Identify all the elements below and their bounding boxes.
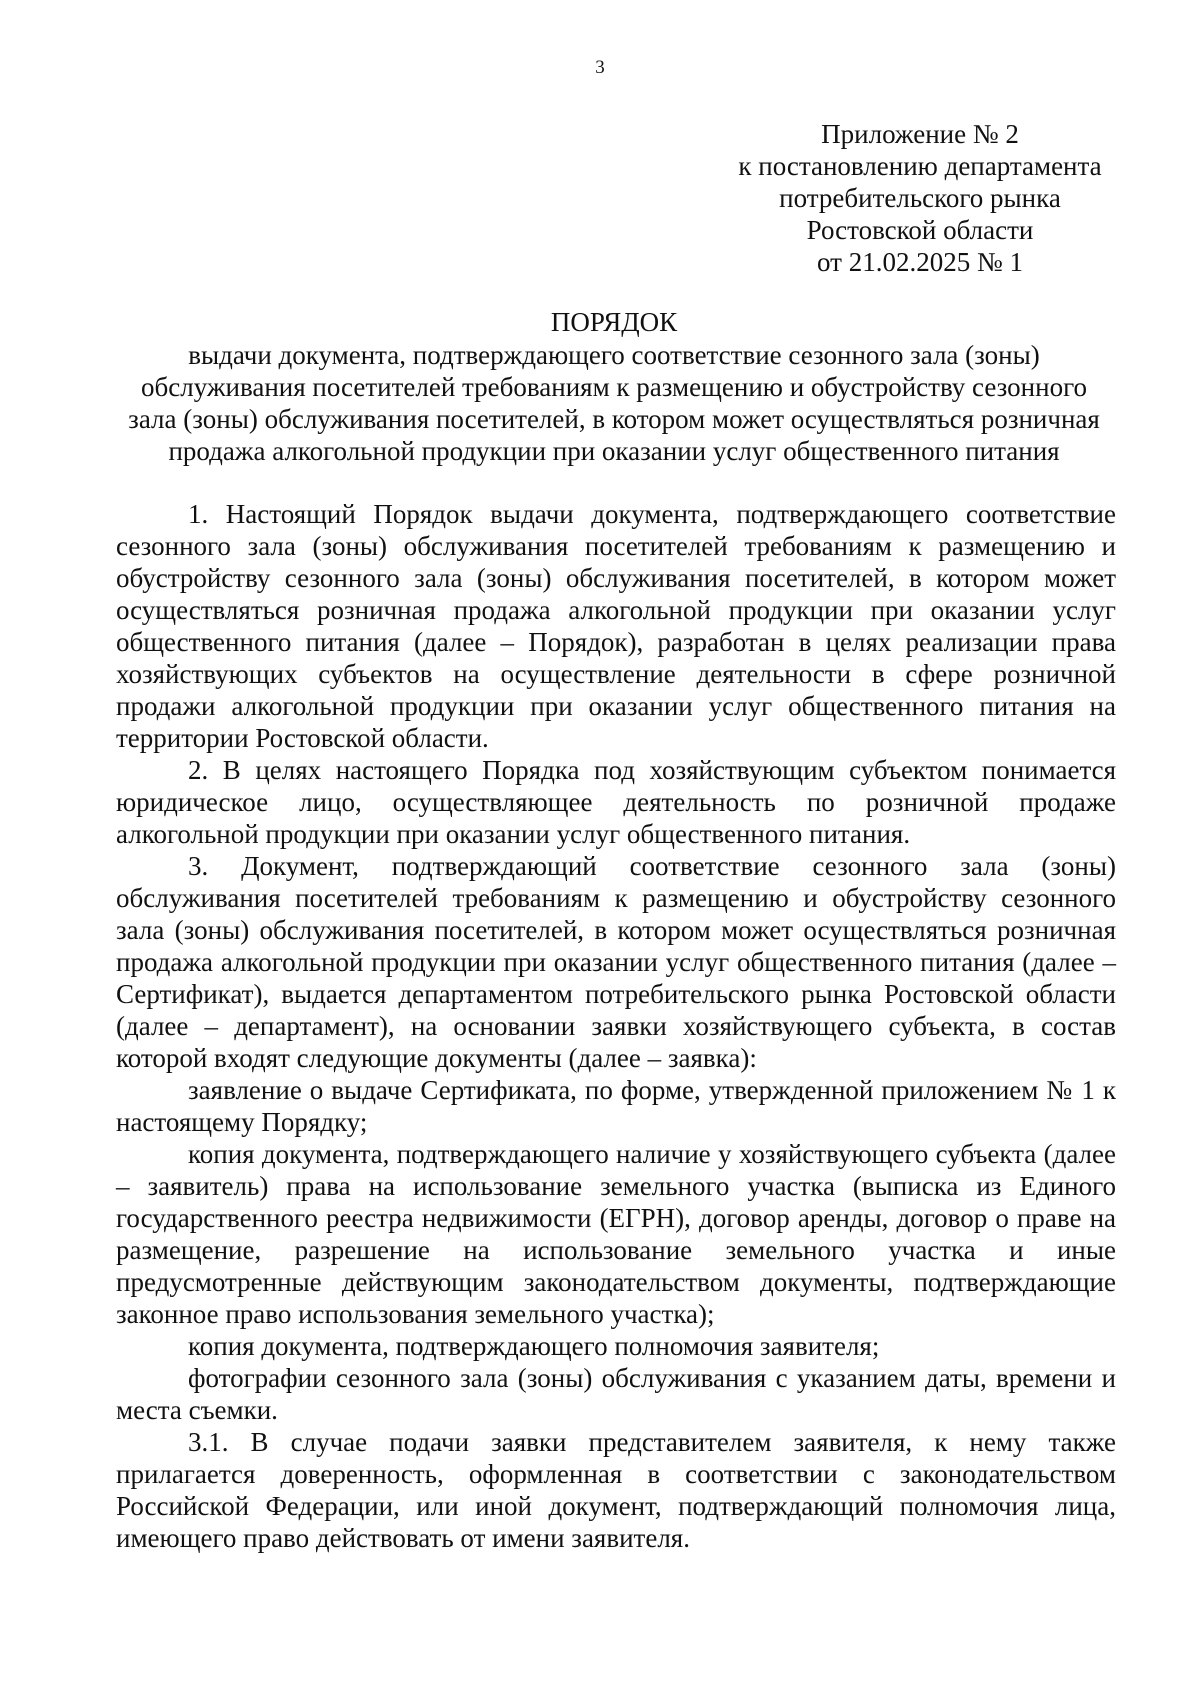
appendix-line: к постановлению департамента <box>738 151 1102 181</box>
appendix-line: Приложение № 2 <box>821 119 1019 149</box>
list-item-land-rights-copy: копия документа, подтверждающего наличие у хозяйствующего субъекта (далее – заявитель) права на использование земельного участка (выписка из Единого государственного реестра недвижимости (ЕГРН), договор аренды, договор о праве на размещение, разрешение на использование земельного участка и иные предусмотренные действующим законодательством документы, подтверждающие законное право использования земельного участка); <box>116 1139 1116 1329</box>
paragraph-1: 1. Настоящий Порядок выдачи документа, подтверждающего соответствие сезонного зала (зоны) обслуживания посетителей требованиям к размещению и обустройству сезонного зала (зоны) обслуживания посетителей, в котором может осуществляться розничная продажа алкогольной продукции при оказании услуг общественного питания (далее – Порядок), разработан в целях реализации права хозяйствующих субъектов на осуществление деятельности в сфере розничной продажи алкогольной продукции при оказании услуг общественного питания на территории Ростовской области. <box>116 499 1116 753</box>
appendix-line: Ростовской области <box>806 215 1034 245</box>
subtitle-line: обслуживания посетителей требованиям к размещению и обустройству сезонного <box>141 372 1087 402</box>
subtitle-line: зала (зоны) обслуживания посетителей, в котором может осуществляться розничная <box>128 404 1100 434</box>
subtitle-line: продажа алкогольной продукции при оказании услуг общественного питания <box>168 436 1060 466</box>
appendix-header <box>700 118 1140 278</box>
paragraph-3-1: 3.1. В случае подачи заявки представителем заявителя, к нему также прилагается доверенность, оформленная в соответствии с законодательством Российской Федерации, или иной документ, подтверждающий полномочия лица, имеющего право действовать от имени заявителя. <box>116 1427 1116 1553</box>
subtitle-line: выдачи документа, подтверждающего соответствие сезонного зала (зоны) <box>188 340 1040 370</box>
document-subtitle <box>110 339 1118 467</box>
list-item-application: заявление о выдаче Сертификата, по форме, утвержденной приложением № 1 к настоящему Порядку; <box>116 1075 1116 1137</box>
document-title: ПОРЯДОК <box>550 307 678 337</box>
document-body <box>116 498 1116 1554</box>
list-item-photos: фотографии сезонного зала (зоны) обслуживания с указанием даты, времени и места съемки. <box>116 1363 1116 1425</box>
page-number: 3 <box>595 57 605 78</box>
paragraph-2: 2. В целях настоящего Порядка под хозяйствующим субъектом понимается юридическое лицо, осуществляющее деятельность по розничной продаже алкогольной продукции при оказании услуг общественного питания. <box>116 755 1116 849</box>
appendix-line: потребительского рынка <box>779 183 1061 213</box>
list-item-authority-copy: копия документа, подтверждающего полномочия заявителя; <box>188 1331 880 1361</box>
paragraph-3: 3. Документ, подтверждающий соответствие сезонного зала (зоны) обслуживания посетителей требованиям к размещению и обустройству сезонного зала (зоны) обслуживания посетителей, в котором может осуществляться розничная продажа алкогольной продукции при оказании услуг общественного питания (далее – Сертификат), выдается департаментом потребительского рынка Ростовской области (далее – департамент), на основании заявки хозяйствующего субъекта, в состав которой входят следующие документы (далее – заявка): <box>116 851 1116 1073</box>
appendix-line: от 21.02.2025 № 1 <box>817 247 1023 277</box>
